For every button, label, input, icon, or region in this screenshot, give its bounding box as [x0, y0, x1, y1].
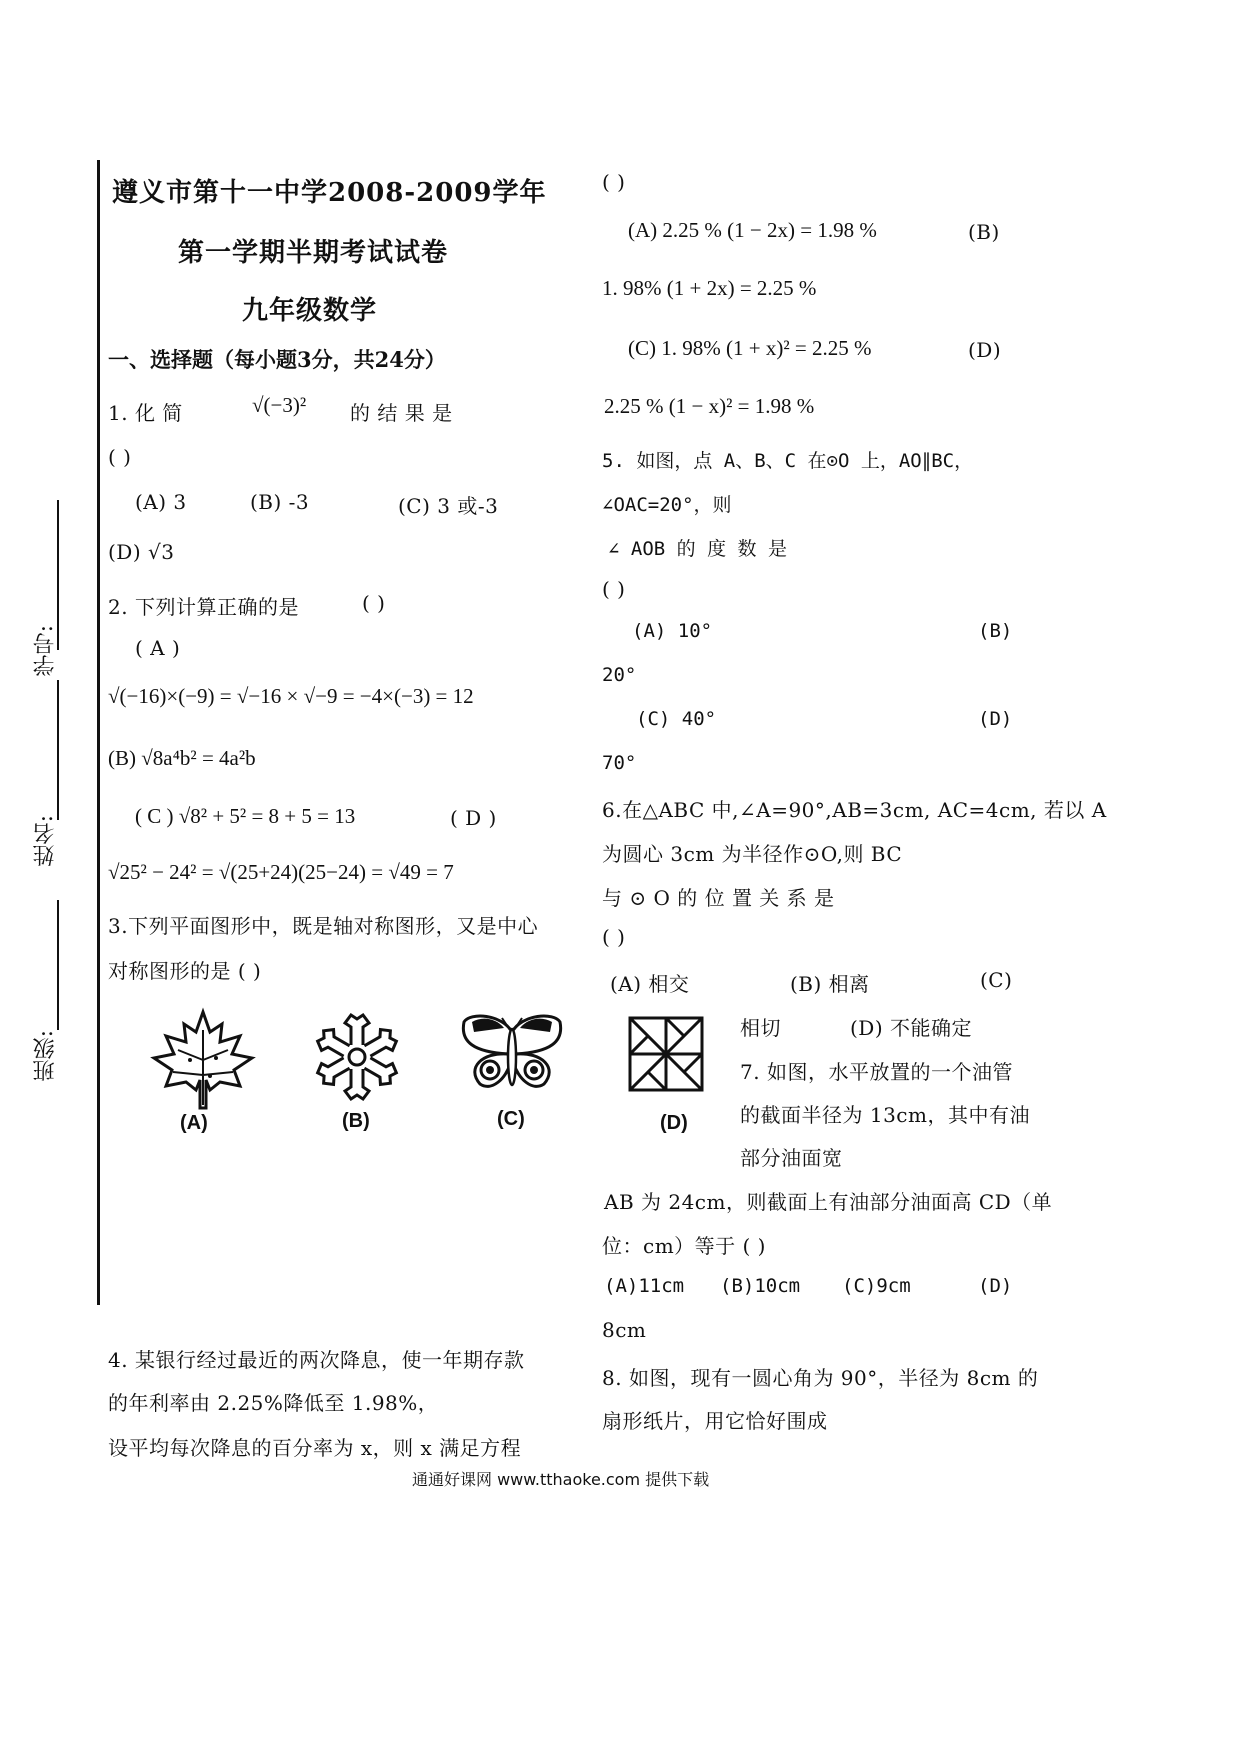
q6-option-c: 相切 — [740, 1016, 781, 1040]
q1-option-c: (C) 3 或-3 — [398, 494, 499, 518]
exam-title-school: 遵义市第十一中学2008-2009学年 — [112, 178, 547, 208]
q5-line2: ∠OAC=20°，则 — [602, 494, 732, 516]
q3-stem-line2: 对称图形的是 ( ) — [108, 959, 262, 983]
q6-line2: 为圆心 3cm 为半径作⊙O,则 BC — [602, 842, 903, 866]
q4-option-b: 1. 98% (1 + 2x) = 2.25 % — [602, 276, 817, 300]
q5-paren: ( ) — [602, 577, 626, 601]
section-heading: 一、选择题（每小题3分，共24分） — [108, 347, 446, 372]
q1-option-a: (A) 3 — [135, 490, 187, 514]
figure-label-d: (D) — [660, 1112, 688, 1134]
q2-a-expression: √(−16)×(−9) = √−16 × √−9 = −4×(−3) = 12 — [108, 684, 474, 708]
q4-paren: ( ) — [602, 170, 626, 194]
q6-option-c-label: (C) — [980, 968, 1013, 992]
name-label: 姓名: — [33, 815, 58, 867]
q2-paren: ( ) — [362, 591, 386, 615]
q7-option-a: (A)11cm — [604, 1275, 685, 1297]
q8-line1: 8. 如图，现有一圆心角为 90°，半径为 8cm 的 — [602, 1366, 1039, 1390]
q4-option-d: 2.25 % (1 − x)² = 1.98 % — [604, 394, 815, 418]
q4-line1: 4. 某银行经过最近的两次降息，使一年期存款 — [108, 1348, 525, 1372]
q4-option-a: (A) 2.25 % (1 − 2x) = 1.98 % — [628, 218, 877, 242]
exam-title-subject: 九年级数学 — [242, 296, 378, 326]
q6-option-a: (A) 相交 — [610, 972, 690, 996]
figure-label-b: (B) — [342, 1110, 370, 1132]
q5-option-c: (C) 40° — [636, 708, 717, 730]
q2-c-expression: ( C ) √8² + 5² = 8 + 5 = 13 — [135, 804, 356, 828]
q5-option-a: (A) 10° — [632, 620, 713, 642]
q6-option-b: (B) 相离 — [790, 972, 870, 996]
q8-line2: 扇形纸片，用它恰好围成 — [602, 1409, 828, 1433]
q5-option-d-label: (D) — [978, 708, 1013, 730]
q7-option-b: (B)10cm — [720, 1275, 801, 1297]
q2-a-label: ( A ) — [135, 636, 181, 660]
q7-option-d: 8cm — [602, 1318, 647, 1342]
figure-label-a: (A) — [180, 1112, 208, 1134]
exam-title-term: 第一学期半期考试试卷 — [178, 238, 449, 268]
q7-line5: 位：cm）等于 ( ) — [602, 1234, 766, 1258]
q4-option-d-label: (D) — [968, 338, 1002, 362]
q5-option-b: 20° — [602, 664, 637, 686]
q4-line2: 的年利率由 2.25%降低至 1.98%， — [108, 1391, 439, 1415]
pinwheel-square-figure — [626, 1014, 706, 1094]
q1-paren: ( ) — [108, 445, 132, 469]
footer-source: 通通好课网 www.tthaoke.com 提供下载 — [412, 1470, 710, 1489]
q5-line1: 5. 如图，点 A、B、C 在⊙O 上，AO∥BC， — [602, 450, 974, 472]
q6-paren: ( ) — [602, 925, 626, 949]
q3-stem-line1: 3.下列平面图形中，既是轴对称图形，又是中心 — [108, 914, 539, 938]
q7-line3: 部分油面宽 — [740, 1146, 843, 1170]
butterfly-figure — [462, 1012, 562, 1092]
q7-option-c: (C)9cm — [842, 1275, 911, 1297]
q2-d-label: ( D ) — [450, 806, 497, 830]
q6-option-d: (D) 不能确定 — [850, 1016, 972, 1040]
class-line — [57, 900, 59, 1030]
q5-option-d: 70° — [602, 752, 637, 774]
class-label: 班级: — [33, 1030, 58, 1082]
q7-line1: 7. 如图，水平放置的一个油管 — [740, 1060, 1013, 1084]
q7-line4: AB 为 24cm，则截面上有油部分油面高 CD（单 — [604, 1190, 1053, 1214]
q1-prefix: 1. 化 简 — [108, 401, 183, 425]
q4-line3: 设平均每次降息的百分率为 x，则 x 满足方程 — [108, 1436, 522, 1460]
q2-stem: 2. 下列计算正确的是 — [108, 595, 299, 619]
q1-suffix: 的 结 果 是 — [350, 401, 453, 425]
student-no-label: 学号: — [33, 625, 58, 677]
snowflake-figure — [312, 1012, 402, 1102]
q1-option-b: (B) -3 — [250, 490, 310, 514]
q7-line2: 的截面半径为 13cm，其中有油 — [740, 1103, 1030, 1127]
q2-d-expression: √25² − 24² = √(25+24)(25−24) = √49 = 7 — [108, 860, 454, 884]
q5-line3: ∠ AOB 的 度 数 是 — [608, 538, 787, 560]
q4-option-c: (C) 1. 98% (1 + x)² = 2.25 % — [628, 336, 872, 360]
q1-expression: √(−3)² — [252, 393, 307, 417]
q7-option-d-label: (D) — [978, 1275, 1013, 1297]
figure-label-c: (C) — [497, 1108, 525, 1130]
q4-option-b-label: (B) — [968, 220, 1000, 244]
name-line — [57, 680, 59, 820]
q2-b-expression: (B) √8a⁴b² = 4a²b — [108, 746, 256, 770]
q1-option-d: (D) √3 — [108, 540, 175, 564]
q6-line3: 与 ⊙ O 的 位 置 关 系 是 — [602, 886, 835, 910]
q5-option-b-label: (B) — [978, 620, 1013, 642]
maple-leaf-figure — [148, 1010, 258, 1110]
q6-line1: 6.在△ABC 中,∠A=90°,AB=3cm, AC=4cm, 若以 A — [602, 798, 1107, 822]
binding-line — [97, 160, 100, 1305]
